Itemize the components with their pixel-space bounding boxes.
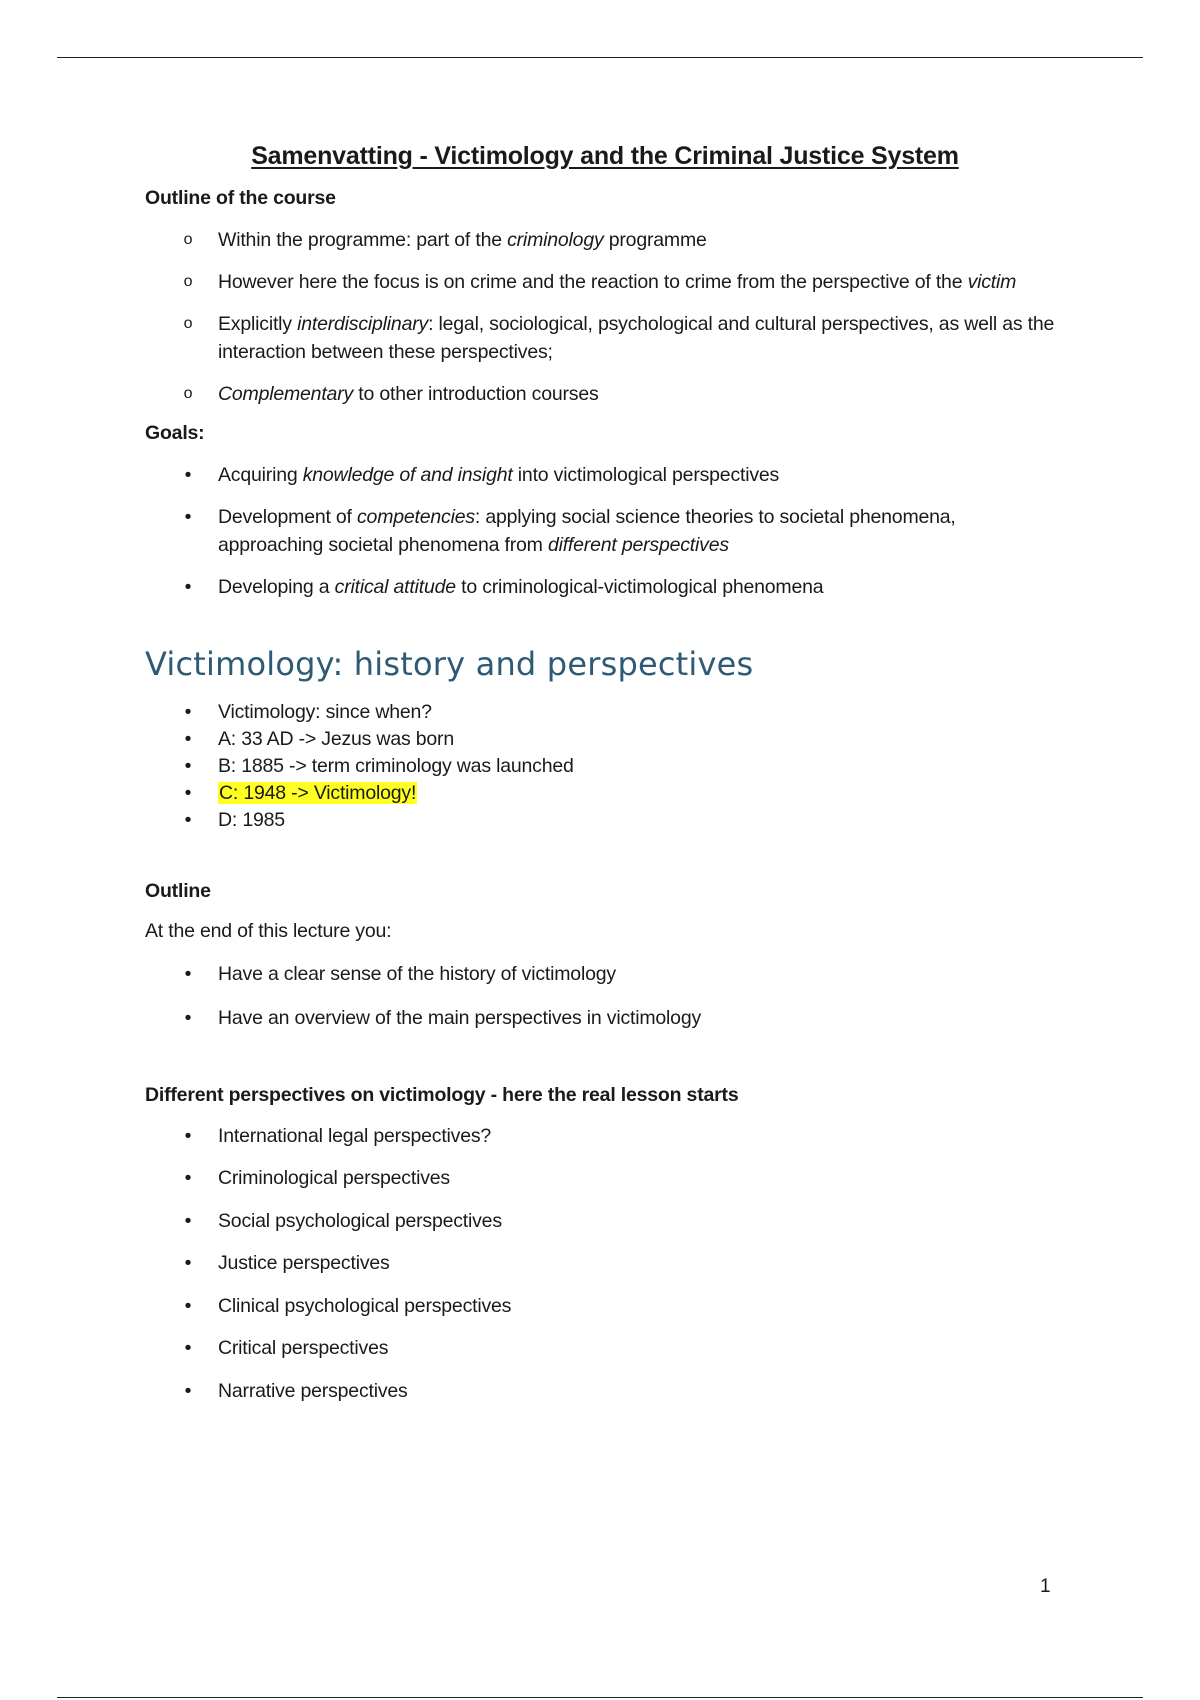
list-item: • International legal perspectives?	[145, 1122, 1065, 1150]
list-item: • A: 33 AD -> Jezus was born	[145, 726, 1065, 753]
footer-rule	[57, 1697, 1143, 1698]
list-item: • Clinical psychological perspectives	[145, 1292, 1065, 1320]
outline-heading: Outline	[145, 880, 211, 902]
circle-bullet-icon: o	[183, 273, 193, 290]
bullet-icon: •	[184, 464, 192, 486]
bullet-icon: •	[184, 1125, 192, 1147]
list-item: • B: 1885 -> term criminology was launched	[145, 753, 1065, 780]
list-item: • Acquiring knowledge of and insight into victimological perspectives	[145, 461, 1065, 489]
history-heading: Victimology: history and perspectives	[145, 645, 754, 683]
goals-list	[145, 461, 1065, 601]
header-rule	[57, 57, 1143, 58]
list-item: • Justice perspectives	[145, 1249, 1065, 1277]
list-item: • Critical perspectives	[145, 1334, 1065, 1362]
bullet-icon: •	[184, 1252, 192, 1274]
circle-bullet-icon: o	[183, 385, 193, 402]
bullet-icon: •	[184, 506, 192, 528]
list-item: • Narrative perspectives	[145, 1377, 1065, 1405]
list-item: o Explicitly interdisciplinary: legal, sociological, psychological and cultural perspectives, as well as the interaction between these perspectives;	[145, 310, 1065, 366]
bullet-icon: •	[184, 728, 192, 750]
outline-course-heading: Outline of the course	[145, 187, 336, 209]
bullet-icon: •	[184, 1210, 192, 1232]
bullet-icon: •	[184, 1295, 192, 1317]
list-item: • D: 1985	[145, 807, 1065, 834]
bullet-icon: •	[184, 1167, 192, 1189]
bullet-icon: •	[184, 1337, 192, 1359]
document-body	[145, 142, 1065, 1405]
bullet-icon: •	[184, 576, 192, 598]
outline-list	[145, 960, 1065, 1032]
list-item: o However here the focus is on crime and the reaction to crime from the perspective of the victim	[145, 268, 1065, 296]
list-item	[145, 780, 1065, 807]
list-item: o Complementary to other introduction courses	[145, 380, 1065, 408]
bullet-icon: •	[184, 809, 192, 831]
list-item: • Social psychological perspectives	[145, 1207, 1065, 1235]
perspectives-list	[145, 1122, 1065, 1405]
list-item: • Criminological perspectives	[145, 1164, 1065, 1192]
list-item: • Development of competencies: applying social science theories to societal phenomena, approaching societal phenomena from different perspectives	[145, 503, 1065, 559]
list-item: o Within the programme: part of the criminology programme	[145, 226, 1065, 254]
list-item: • Have a clear sense of the history of victimology	[145, 960, 1065, 988]
list-item: • Have an overview of the main perspectives in victimology	[145, 1004, 1065, 1032]
history-list	[145, 699, 1065, 834]
perspectives-heading: Different perspectives on victimology - here the real lesson starts	[145, 1084, 739, 1106]
bullet-icon: •	[184, 782, 192, 804]
bullet-icon: •	[184, 755, 192, 777]
page-number: 1	[1040, 1576, 1051, 1597]
circle-bullet-icon: o	[183, 231, 193, 248]
bullet-icon: •	[184, 701, 192, 723]
goals-heading: Goals:	[145, 422, 205, 444]
circle-bullet-icon: o	[183, 315, 193, 332]
list-item: • Victimology: since when?	[145, 699, 1065, 726]
bullet-icon: •	[184, 1380, 192, 1402]
document-title: Samenvatting - Victimology and the Criminal Justice System	[251, 142, 959, 170]
highlighted-answer: C: 1948 -> Victimology!	[219, 782, 417, 804]
bullet-icon: •	[184, 1007, 192, 1029]
bullet-icon: •	[184, 963, 192, 985]
outline-course-list	[145, 226, 1065, 408]
list-item: • Developing a critical attitude to criminological-victimological phenomena	[145, 573, 1065, 601]
outline-intro: At the end of this lecture you:	[145, 920, 392, 942]
